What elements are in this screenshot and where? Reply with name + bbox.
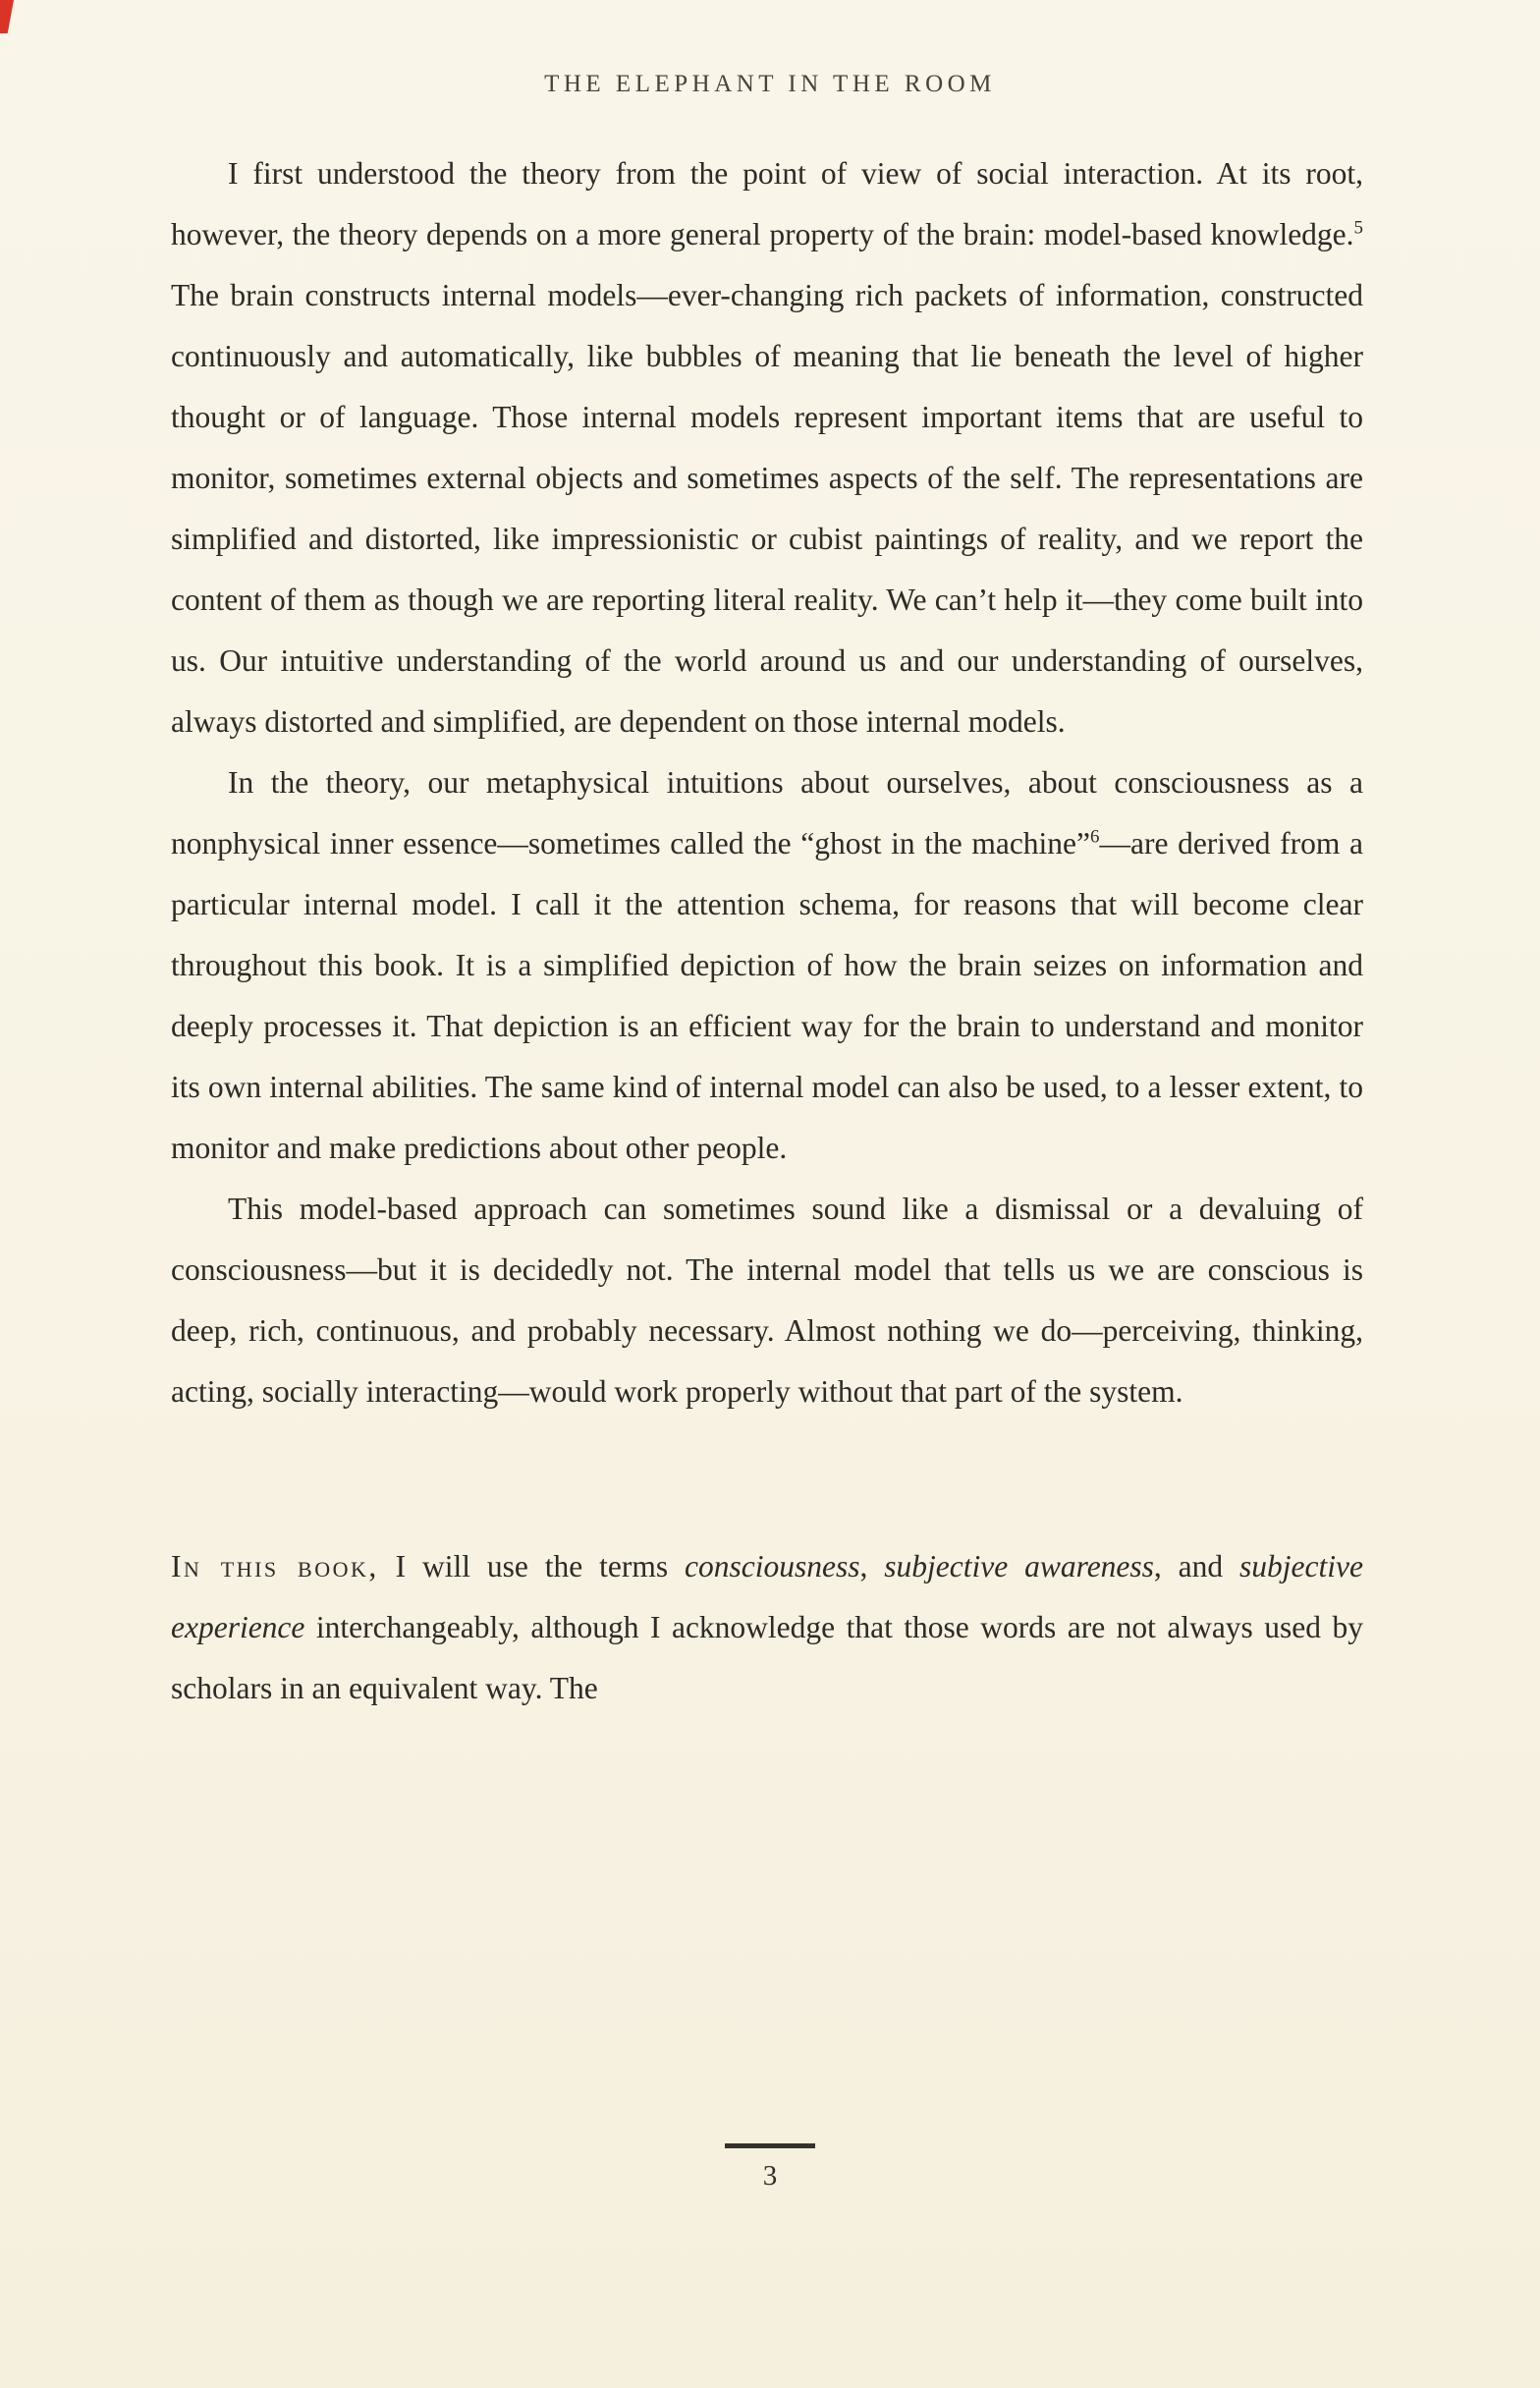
page-footer xyxy=(0,2143,1540,2193)
text-segment: In this book, xyxy=(171,1549,379,1583)
running-header: THE ELEPHANT IN THE ROOM xyxy=(544,71,996,97)
text-segment: , and xyxy=(1153,1549,1240,1583)
text-segment: subjective experience xyxy=(171,1549,1363,1644)
text-segment: interchangeably, although I acknowledge that those words are not always used by scholars in an equivalent way. The xyxy=(171,1610,1363,1705)
text-segment: I will use the terms xyxy=(378,1549,686,1583)
footer-rule xyxy=(725,2143,815,2148)
text-segment: subjective awareness xyxy=(884,1549,1154,1583)
page-number: 3 xyxy=(762,2160,778,2192)
paragraph xyxy=(171,752,1363,1179)
scan-artifact-red xyxy=(0,0,14,33)
text-segment: , xyxy=(859,1549,885,1583)
text-segment: In the theory, our metaphysical intuitions about ourselves, about consciousness as a nonphysical inner essence—sometimes called the “ghost in the machine” xyxy=(171,765,1363,861)
footnote-marker: 5 xyxy=(1353,217,1363,239)
paragraph xyxy=(171,1179,1363,1422)
footnote-marker: 6 xyxy=(1090,826,1100,848)
page-body xyxy=(171,143,1363,1719)
paragraph xyxy=(171,1536,1363,1719)
text-segment: I first understood the theory from the point of view of social interaction. At its root, however, the theory depends on a more general property of the brain: model-based knowledge. xyxy=(171,156,1363,251)
text-segment: This model-based approach can sometimes sound like a dismissal or a devaluing of consciousness—but it is decidedly not. The internal model that tells us we are conscious is deep, rich, continuous, and probably necessary. Almost nothing we do—perceiving, thinking, acting, socially interacting—would work properly without that part of the system. xyxy=(171,1192,1363,1409)
text-segment: consciousness xyxy=(685,1549,860,1583)
text-segment: The brain constructs internal models—ever-changing rich packets of information, constructed continuously and automatically, like bubbles of meaning that lie beneath the level of higher thought or of language. Those internal models represent important items that are useful to monitor, sometimes external objects and sometimes aspects of the self. The representations are simplified and distorted, like impressionistic or cubist paintings of reality, and we report the content of them as though we are reporting literal reality. We can’t help it—they come built into us. Our intuitive understanding of the world around us and our understanding of ourselves, always distorted and simplified, are dependent on those internal models. xyxy=(171,278,1363,739)
paragraph xyxy=(171,143,1363,752)
text-segment: —are derived from a particular internal model. I call it the attention schema, for reasons that will become clear throughout this book. It is a simplified depiction of how the brain seizes on information and deeply processes it. That depiction is an efficient way for the brain to understand and monitor its own internal abilities. The same kind of internal model can also be used, to a lesser extent, to monitor and make predictions about other people. xyxy=(171,826,1363,1165)
